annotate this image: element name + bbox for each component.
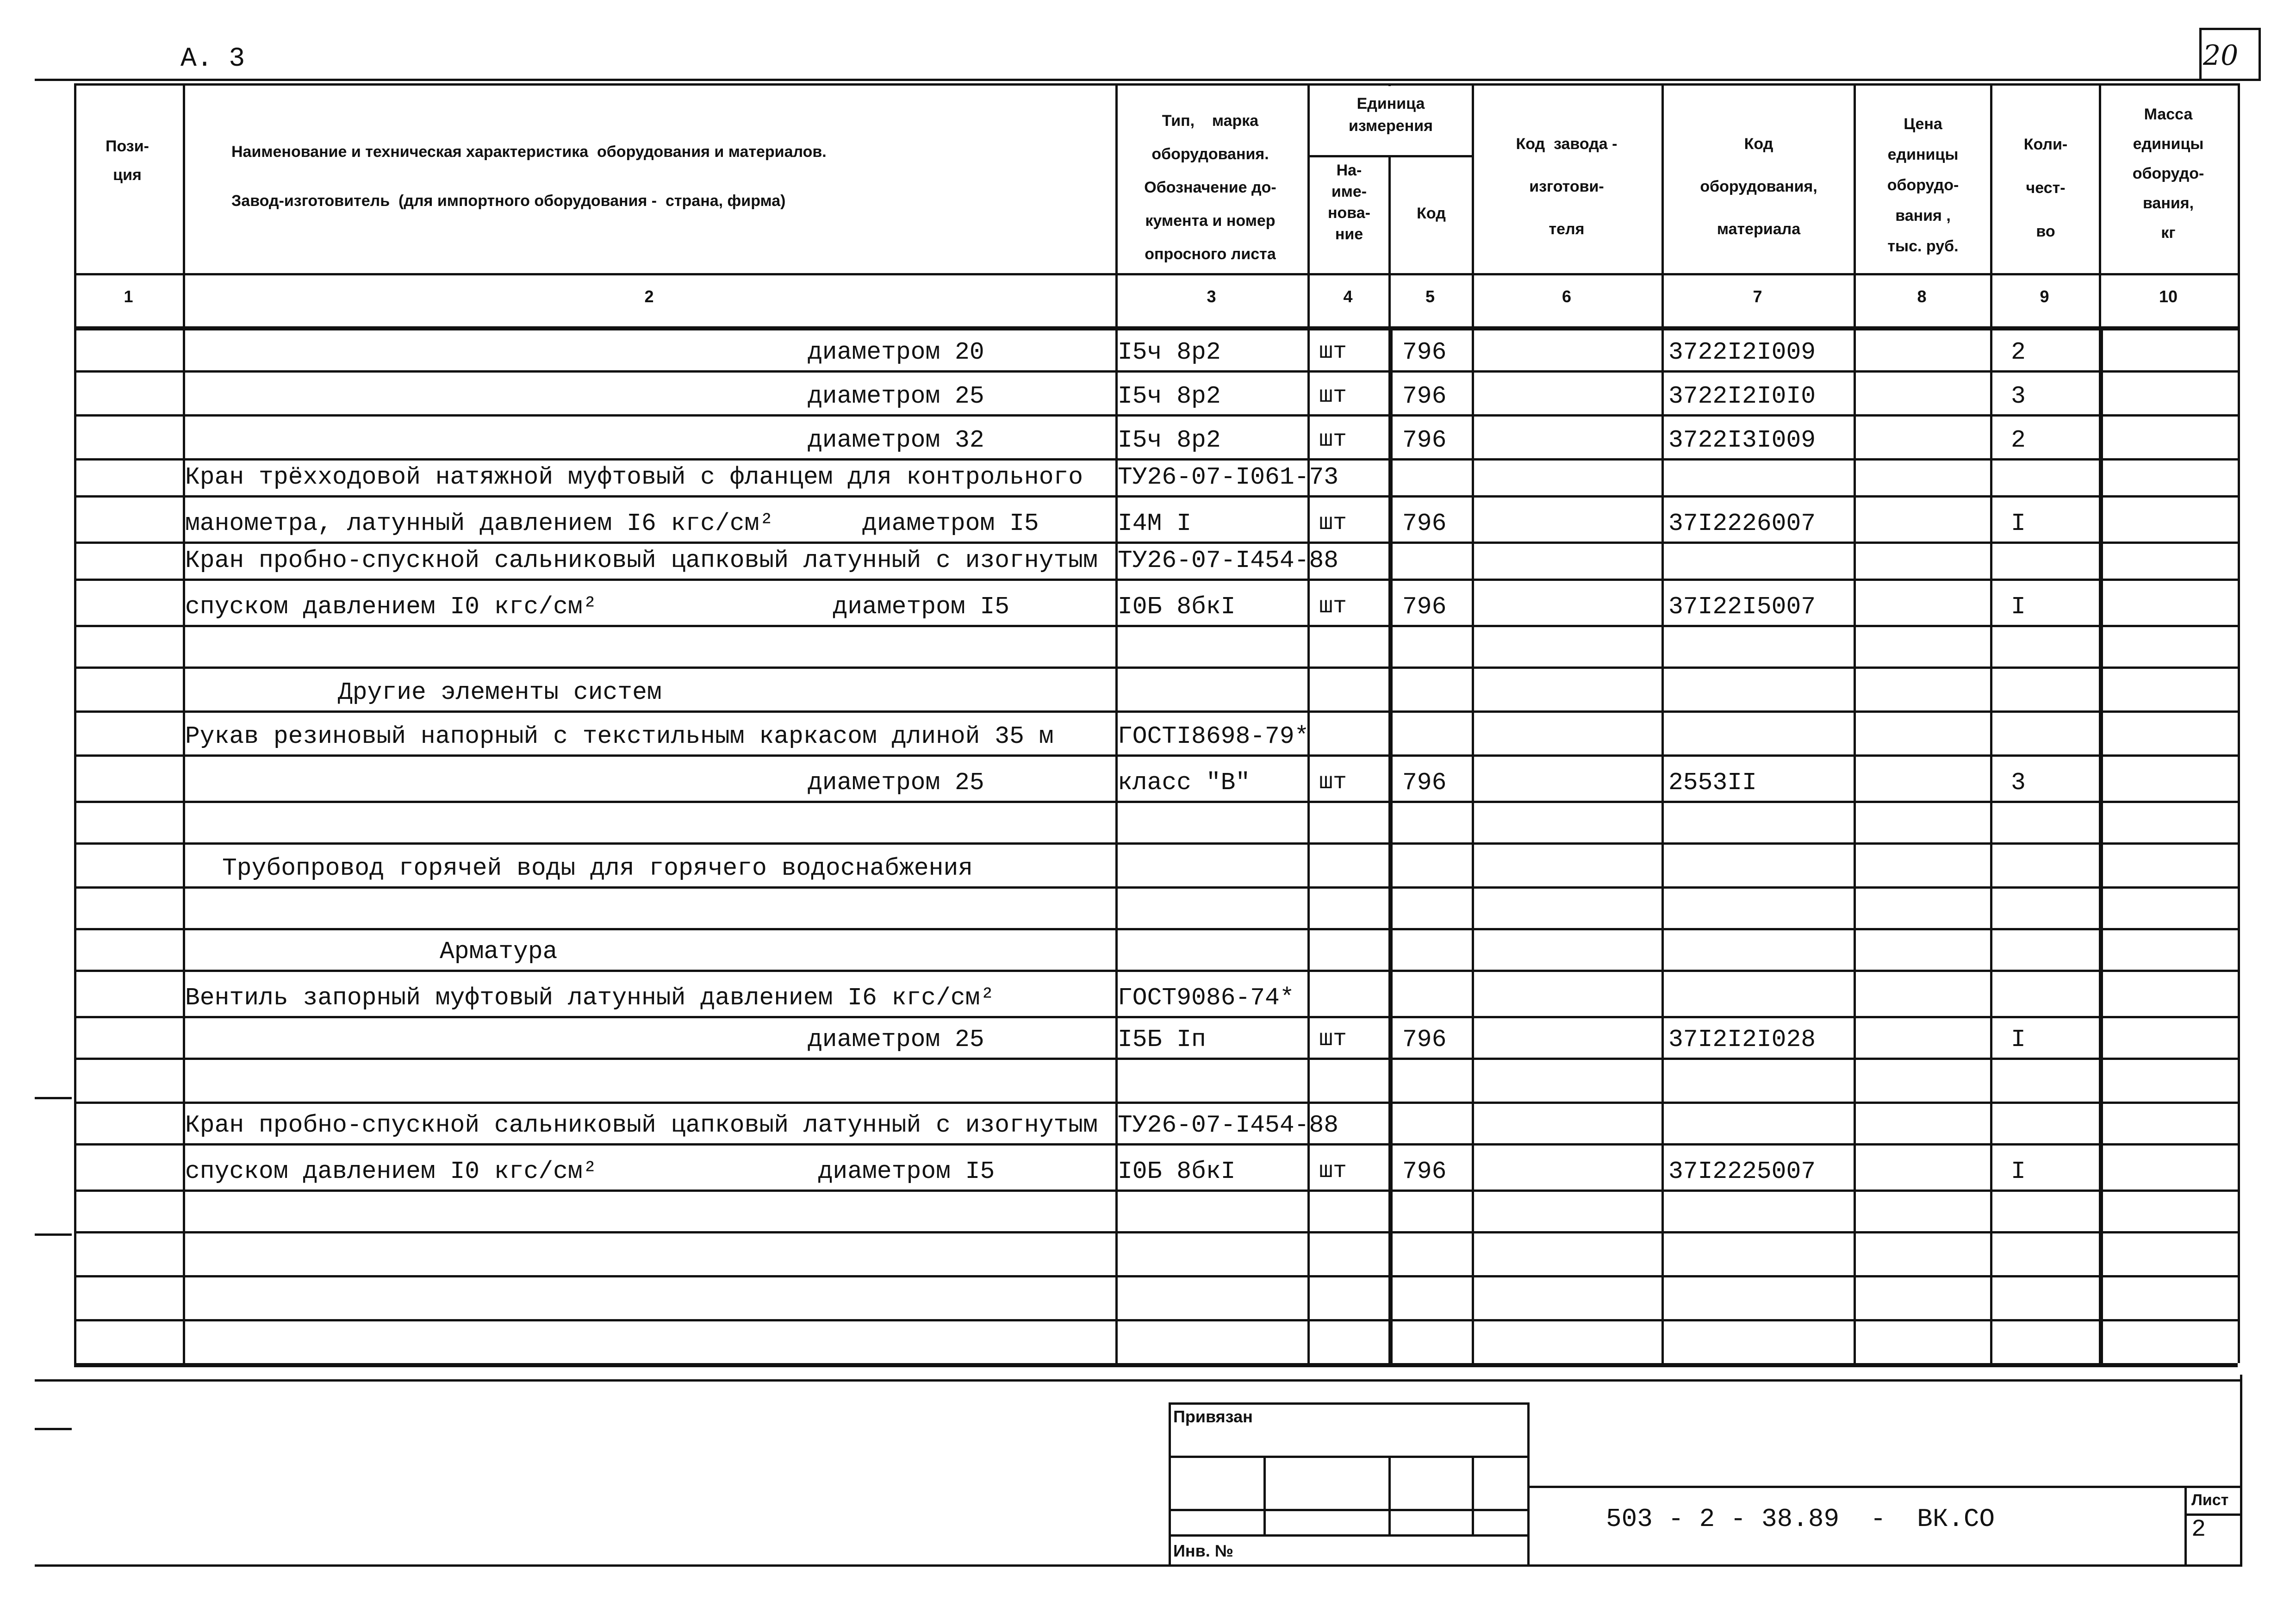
column-number-8: 8 xyxy=(1917,287,1927,306)
header-price: Цена единицы оборудо- вания , тыс. руб. xyxy=(1887,115,1959,255)
row-unit: шт xyxy=(1319,1158,1347,1184)
row-name: Трубопровод горячей воды для горячего водоснабжения xyxy=(222,854,973,882)
row-quantity: 2 xyxy=(2011,426,2026,454)
row-unit: шт xyxy=(1319,769,1347,796)
document-designation: 503 - 2 - 38.89 - ВК.СО xyxy=(1606,1504,1995,1534)
row-unit: шт xyxy=(1319,510,1347,536)
row-name: Другие элементы систем xyxy=(338,679,662,706)
row-quantity: 3 xyxy=(2011,382,2026,410)
row-name: спуском давлением I0 кгс/см² диаметром I5 xyxy=(185,593,1010,621)
stamp-privyazan: Привязан xyxy=(1173,1407,1253,1426)
row-unit-code: 796 xyxy=(1402,1026,1447,1053)
header-mass: Масса единицы оборудо- вания, кг xyxy=(2132,106,2204,242)
row-name: Кран пробно-спускной сальниковый цапковый латунный с изогнутым xyxy=(185,1111,1098,1139)
row-quantity: 2 xyxy=(2011,338,2026,366)
row-quantity: I xyxy=(2011,1026,2026,1053)
row-type: I5ч 8р2 xyxy=(1118,426,1221,454)
row-unit: шт xyxy=(1319,383,1347,409)
row-type: I4М I xyxy=(1118,510,1192,537)
header-equipment-code: Код оборудования, материала xyxy=(1700,135,1817,238)
row-type: I5ч 8р2 xyxy=(1118,338,1221,366)
row-name: диаметром 32 xyxy=(808,426,984,454)
row-type: ГОСТI8698-79* xyxy=(1118,722,1309,750)
row-unit-code: 796 xyxy=(1402,1158,1447,1185)
row-type: I5ч 8р2 xyxy=(1118,382,1221,410)
row-name: Арматура xyxy=(440,938,558,965)
row-name: диаметром 20 xyxy=(808,338,984,366)
row-unit-code: 796 xyxy=(1402,769,1447,797)
header-factory-code: Код завода - изготови- теля xyxy=(1516,135,1618,238)
row-name: диаметром 25 xyxy=(808,382,984,410)
header-name: Наименование и техническая характеристика оборудования и материалов. Завод-изготовитель (для импортного оборудования - страна, фирма) xyxy=(231,143,827,210)
row-quantity: 3 xyxy=(2011,769,2026,797)
header-position: Пози- ция xyxy=(106,137,149,184)
row-equipment-code: 2553II xyxy=(1668,769,1757,797)
row-quantity: I xyxy=(2011,593,2026,621)
row-unit-code: 796 xyxy=(1402,338,1447,366)
row-type: I5Б Iп xyxy=(1118,1026,1206,1053)
row-name: Кран трёхходовой натяжной муфтовый с фланцем для контрольного xyxy=(185,463,1083,491)
row-type: класс "В" xyxy=(1118,769,1251,797)
header-quantity: Коли- чест- во xyxy=(2023,136,2068,240)
row-unit-code: 796 xyxy=(1402,593,1447,621)
column-number-2: 2 xyxy=(644,287,654,306)
stamp-inv: Инв. № xyxy=(1173,1541,1233,1560)
column-number-6: 6 xyxy=(1562,287,1572,306)
row-name: Кран пробно-спускной сальниковый цапковый латунный с изогнутым xyxy=(185,547,1098,574)
row-name: диаметром 25 xyxy=(808,1026,984,1053)
sheet-label: A. 3 xyxy=(180,44,245,74)
row-name: Рукав резиновый напорный с текстильным каркасом длиной 35 м xyxy=(185,722,1054,750)
column-number-10: 10 xyxy=(2159,287,2178,306)
header-unit-code: Код xyxy=(1417,205,1446,222)
row-equipment-code: 3722I2I0I0 xyxy=(1668,382,1816,410)
row-type: ТУ26-07-I061-73 xyxy=(1118,463,1339,491)
row-equipment-code: 37I22I5007 xyxy=(1668,593,1816,621)
column-number-7: 7 xyxy=(1753,287,1762,306)
column-number-5: 5 xyxy=(1425,287,1435,306)
row-unit: шт xyxy=(1319,339,1347,365)
row-unit: шт xyxy=(1319,427,1347,453)
page-number: 20 xyxy=(2203,39,2239,72)
header-type: Тип, марка оборудования. Обозначение до- кумента и номер опросного листа xyxy=(1144,112,1276,263)
row-type: ГОСТ9086-74* xyxy=(1118,984,1294,1012)
list-label: Лист xyxy=(2191,1491,2229,1509)
row-unit: шт xyxy=(1319,593,1347,620)
row-unit-code: 796 xyxy=(1402,510,1447,537)
header-unit-name: На- име- нова- ние xyxy=(1328,162,1370,243)
row-equipment-code: 37I2I2I028 xyxy=(1668,1026,1816,1053)
row-unit-code: 796 xyxy=(1402,426,1447,454)
row-equipment-code: 37I2226007 xyxy=(1668,510,1816,537)
row-equipment-code: 37I2225007 xyxy=(1668,1158,1816,1185)
row-name: диаметром 25 xyxy=(808,769,984,797)
row-quantity: I xyxy=(2011,1158,2026,1185)
row-type: I0Б 8бкI xyxy=(1118,1158,1236,1185)
row-unit: шт xyxy=(1319,1026,1347,1052)
row-name: Вентиль запорный муфтовый латунный давлением I6 кгс/см² xyxy=(185,984,995,1012)
row-name: спуском давлением I0 кгс/см² диаметром I5 xyxy=(185,1158,995,1185)
row-type: ТУ26-07-I454-88 xyxy=(1118,547,1339,574)
row-unit-code: 796 xyxy=(1402,382,1447,410)
row-quantity: I xyxy=(2011,510,2026,537)
column-number-4: 4 xyxy=(1343,287,1353,306)
column-number-3: 3 xyxy=(1207,287,1216,306)
row-equipment-code: 3722I2I009 xyxy=(1668,338,1816,366)
list-number: 2 xyxy=(2191,1516,2206,1543)
column-number-1: 1 xyxy=(124,287,133,306)
row-equipment-code: 3722I3I009 xyxy=(1668,426,1816,454)
row-type: ТУ26-07-I454-88 xyxy=(1118,1111,1339,1139)
column-number-9: 9 xyxy=(2040,287,2049,306)
header-unit: Единица измерения xyxy=(1349,95,1433,135)
row-name: манометра, латунный давлением I6 кгс/см² диаметром I5 xyxy=(185,510,1039,537)
row-type: I0Б 8бкI xyxy=(1118,593,1236,621)
